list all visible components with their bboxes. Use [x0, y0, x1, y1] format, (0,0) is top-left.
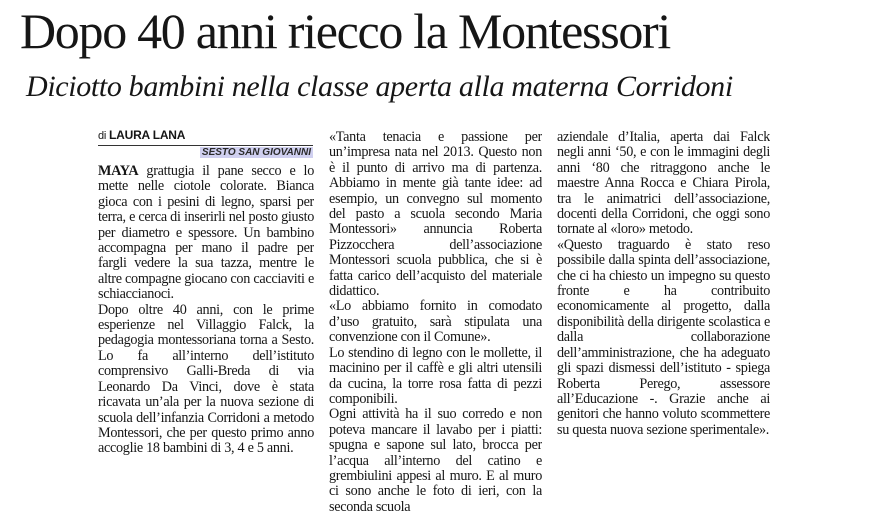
paragraph: Ogni attività ha il suo corredo e non poteva mancare il lavabo per i piatti: spugna e sapone sul lato, brocca per l’acqua all’interno del catino e grembiulini appesi al muro. E al muro ci sono anche le foto di ieri, con la seconda scuola	[329, 406, 542, 515]
article-column-1	[98, 164, 314, 509]
paragraph: «Lo abbiamo fornito in comodato d’uso gratuito, sarà stipulata una convenzione con il Comune».	[329, 298, 542, 346]
location-rule	[98, 145, 313, 161]
article-column-2	[329, 130, 542, 517]
subheadline: Diciotto bambini nella classe aperta alla materna Corridoni	[26, 70, 733, 103]
paragraph: «Tanta tenacia e passione per un’impresa nata nel 2013. Questo non è il punto di arrivo ma di partenza. Abbiamo in mente già tante idee: ad esempio, un convegno sul momento del pasto a scuola secondo Maria Montessori» annuncia Roberta Pizzocchera dell’associazione Montessori scuola pubblica, che si è fatta carico dell’acquisto del materiale didattico.	[329, 130, 542, 300]
byline-prefix: di	[98, 130, 110, 142]
paragraph: «Questo traguardo è stato reso possibile dalla spinta dell’associazione, che ci ha chiesto un impegno su questo fronte e ha contribuito economicamente al progetto, dalla disponibilità della dirigente scolastica e dalla collaborazione dell’amministrazione, che ha adeguato gli spazi dismessi dell’istituto - spiega Roberta Perego, assessore all’Educazione -. Grazie anche ai genitori che hanno voluto scommettere su questa nuova sezione sperimentale».	[557, 236, 770, 438]
headline: Dopo 40 anni riecco la Montessori	[20, 3, 670, 59]
byline-author: LAURA LANA	[109, 128, 186, 142]
location-tag: SESTO SAN GIOVANNI	[201, 147, 311, 158]
article-column-3	[557, 130, 770, 460]
paragraph	[98, 164, 314, 303]
paragraph-text: grattugia il pane secco e lo mette nelle ciotole colorate. Bianca gioca con i pesini di legno, sparsi per terra, e cerca di inserirli nel posto giusto per diametro e spessore. Un bambino accompagna per mano il padre per fargli vedere la sua tazza, mentre le altre compagne giocano con cacciaviti e schiaccianoci.	[98, 164, 314, 303]
paragraph: Lo stendino di legno con le mollette, il macinino per il caffè e gli altri utensili da cucina, la torre rosa fatta di pezzi componibili.	[329, 344, 542, 407]
lead-word: MAYA	[98, 164, 139, 179]
byline	[98, 128, 185, 142]
paragraph: aziendale d’Italia, aperta dai Falck negli anni ‘50, e con le immagini degli anni ‘80 che ritraggono anche le maestre Anna Rocca e Chiara Pirola, tra le animatrici dell’associazione, docenti della Corridoni, che oggi sono tornate al «loro» metodo.	[557, 130, 770, 238]
paragraph: Dopo oltre 40 anni, con le prime esperienze nel Villaggio Falck, la pedagogia montessoriana torna a Sesto. Lo fa all’interno dell’istituto comprensivo Galli-Breda di via Leonardo Da Vinci, dove è stata ricavata un’ala per la nuova sezione di scuola dell’infanzia Corridoni a metodo Montessori, che per questo primo anno accoglie 18 bambini di 3, 4 e 5 anni.	[98, 301, 314, 457]
